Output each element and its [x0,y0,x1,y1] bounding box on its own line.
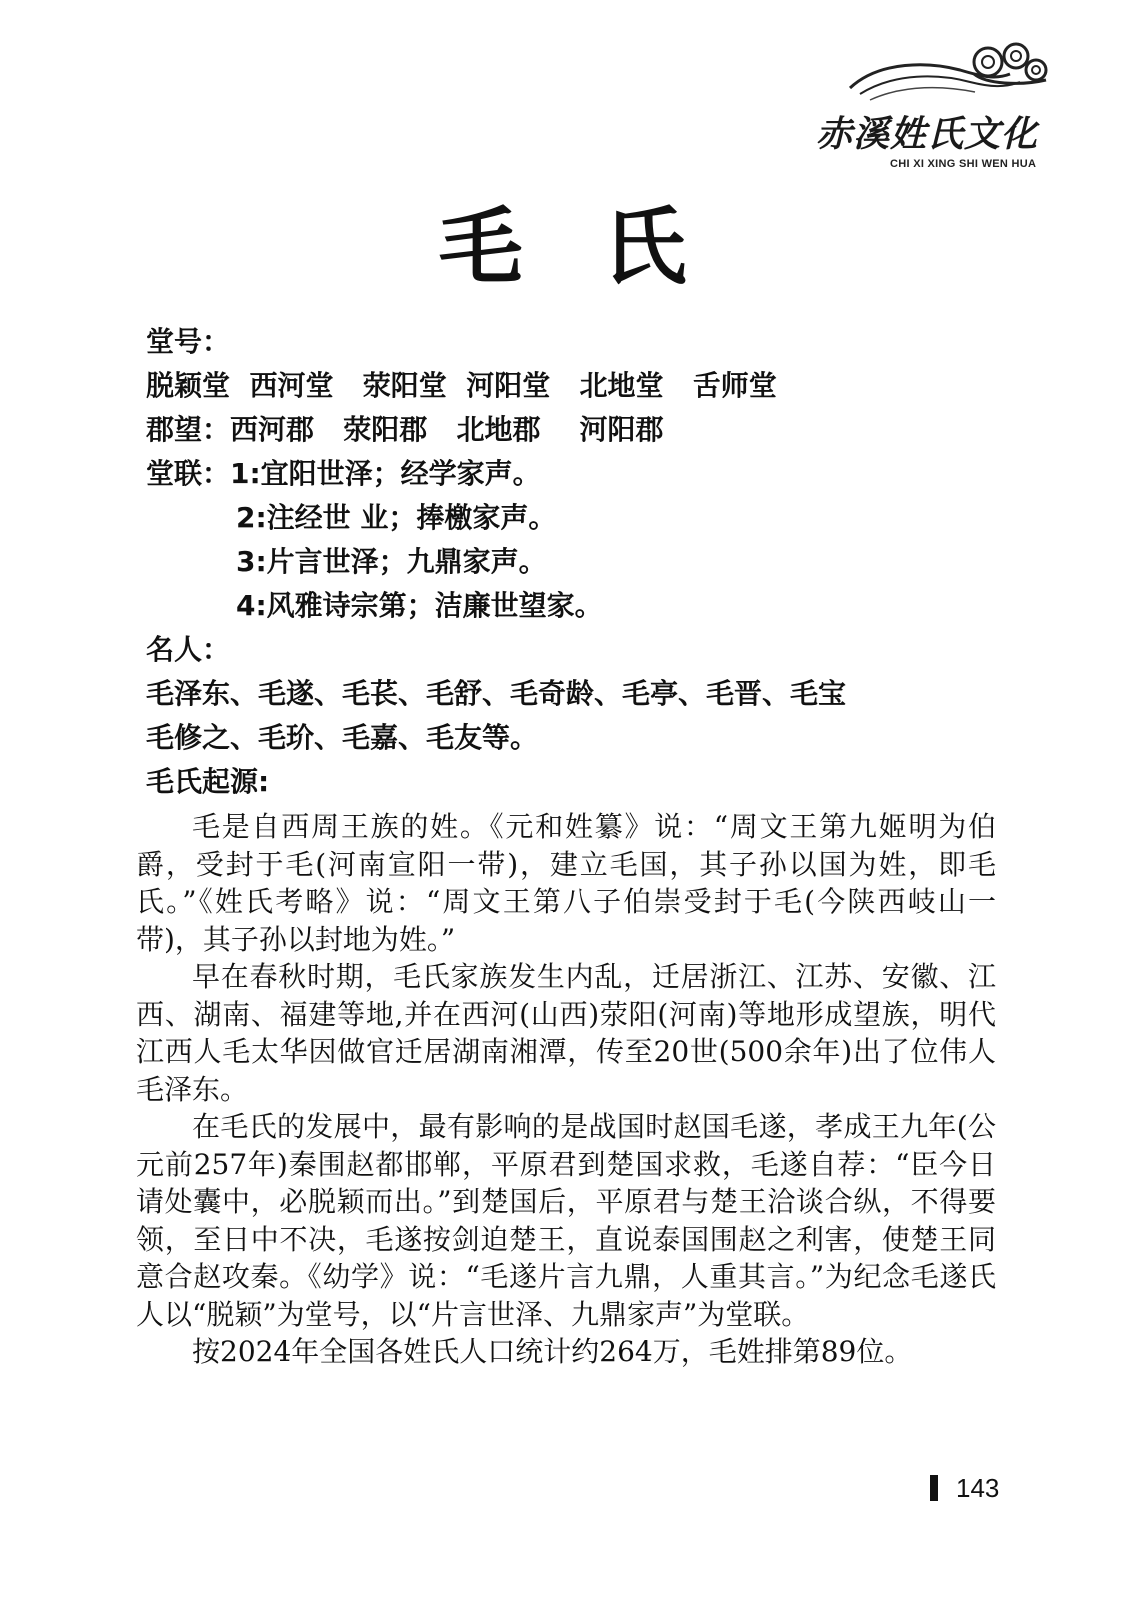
paragraph: 在毛氏的发展中，最有影响的是战国时赵国毛遂，孝成王九年(公元前257年)秦围赵都邯郸，平原君到楚国求救，毛遂自荐：“臣今日请处囊中，必脱颖而出。”到楚国后，平原君与楚王洽谈合纵，不得要领，至日中不决，毛遂按剑迫楚王，直说泰国围赵之利害，使楚王同意合赵攻秦。《幼学》说：“毛遂片言九鼎，人重其言。”为纪念毛遂氏人以“脱颖”为堂号，以“片言世泽、九鼎家声”为堂联。 [136,1110,996,1331]
mingren-line-2: 毛修之、毛玠、毛嘉、毛友等。 [146,721,539,754]
mingren-label: 名人： [146,633,231,666]
paragraph: 早在春秋时期，毛氏家族发生内乱，迁居浙江、江苏、安徽、江西、湖南、福建等地,并在西河(山西)荥阳(河南)等地形成望族，明代江西人毛太华因做官迁居湖南湘潭，传至20世(500余年)出了位伟人毛泽东。 [136,960,996,1106]
origin-label: 毛氏起源: [146,765,270,798]
tanglian-line-2: 2:注经世 业；捧檄家声。 [236,501,557,534]
logo-subtitle: CHI XI XING SHI WEN HUA [890,158,1037,170]
tanghao-label: 堂号： [146,325,231,358]
mingren-line-1: 毛泽东、毛遂、毛苌、毛舒、毛奇龄、毛亭、毛晋、毛宝 [146,677,847,710]
tanghao-values: 脱颖堂 西河堂 荥阳堂 河阳堂 北地堂 舌师堂 [146,369,777,402]
logo-title: 赤溪姓氏文化 [816,113,1039,155]
header-logo [810,40,1050,170]
junwang-line: 郡望：西河郡 荥阳郡 北地郡 河阳郡 [146,413,664,446]
info-section [146,320,1046,804]
tanglian-line-1: 堂联：1:宜阳世泽；经学家声。 [146,457,541,490]
body-text [136,808,996,1371]
tanglian-line-4: 4:风雅诗宗第；洁廉世望家。 [236,589,603,622]
page-number [930,1472,999,1504]
tanglian-line-3: 3:片言世泽；九鼎家声。 [236,545,547,578]
page-number-text: 143 [956,1472,1000,1503]
page-number-bar [930,1475,938,1501]
paragraph: 毛是自西周王族的姓。《元和姓纂》说：“周文王第九姬明为伯爵，受封于毛(河南宣阳一带)，建立毛国，其子孙以国为姓，即毛氏。”《姓氏考略》说：“周文王第八子伯崇受封于毛(今陕西岐山一带)，其子孙以封地为姓。” [136,810,996,956]
paragraph: 按2024年全国各姓氏人口统计约264万，毛姓排第89位。 [192,1335,913,1368]
page-title: 毛氏 [438,197,767,296]
